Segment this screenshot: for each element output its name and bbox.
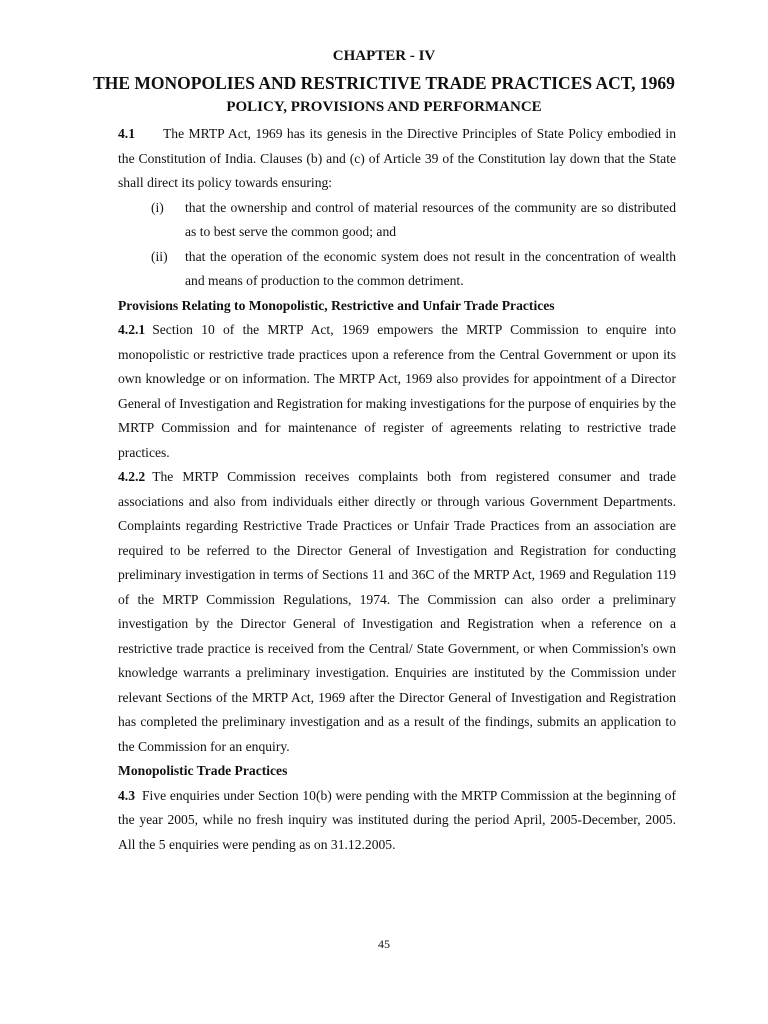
list-item — [118, 245, 676, 294]
paragraph-4-1 — [118, 122, 676, 196]
chapter-subtitle: POLICY, PROVISIONS AND PERFORMANCE — [226, 99, 542, 115]
paragraph-text: The MRTP Act, 1969 has its genesis in the Directive Principles of State Policy embodied in the Constitution of India. Clauses (b) and (c) of Article 39 of the Constitution lay down that the State shall direct its policy towards ensuring: — [118, 126, 676, 190]
section-heading: Monopolistic Trade Practices — [118, 763, 288, 778]
chapter-label: CHAPTER - IV — [332, 48, 436, 64]
paragraph-text: Five enquiries under Section 10(b) were pending with the MRTP Commission at the beginning of the year 2005, while no fresh inquiry was instituted during the period April, 2005-December, 2005. All the 5 enquiries were pending as on 31.12.2005. — [118, 787, 676, 852]
section-number: 4.2.1 — [118, 322, 146, 337]
document-body — [118, 122, 676, 857]
page-number: 45 — [378, 937, 390, 951]
paragraph-text: The MRTP Commission receives complaints both from registered consumer and trade associations and also from individuals either directly or through various Government Departments. Complaints regarding Restrictive Trade Practices or Unfair Trade Practices from an association are required to be referred to the Director General of Investigation and Registration for conducting preliminary investigation in terms of Sections 11 and 36C of the MRTP Act, 1969 and Regulation 119 of the MRTP Commission Regulations, 1974. The Commission can also order a preliminary investigation by the Director General of Investigation and Registration when a reference on a restrictive trade practice is received from the Central/ State Government, or when Commission's own knowledge warrants a preliminary investigation. Enquiries are instituted by the Commission under relevant Sections of the MRTP Act, 1969 after the Director General of Investigation and Registration has completed the preliminary investigation and as a result of the findings, submits an application to the Commission for an enquiry. — [118, 469, 676, 754]
list-marker: (ii) — [151, 248, 168, 264]
section-number: 4.1 — [118, 126, 135, 141]
paragraph-4-2-2 — [118, 465, 676, 759]
paragraph-text: Section 10 of the MRTP Act, 1969 empowers the MRTP Commission to enquire into monopolistic or restrictive trade practices upon a reference from the Central Government or upon its own knowledge or on information. The MRTP Act, 1969 also provides for appointment of a Director General of Investigation and Registration for making investigations for the purpose of enquiries by the MRTP Commission and for maintenance of register of agreements relating to restrictive trade practices. — [118, 322, 676, 460]
list-item — [118, 196, 676, 245]
paragraph-4-2-1 — [118, 318, 676, 465]
section-number: 4.2.2 — [118, 469, 146, 484]
list-marker: (i) — [151, 199, 164, 215]
list-item-text: that the operation of the economic system does not result in the concentration of wealth and means of production to the common detriment. — [185, 248, 676, 288]
list-item-text: that the ownership and control of material resources of the community are so distributed as to best serve the common good; and — [185, 199, 676, 239]
chapter-title: THE MONOPOLIES AND RESTRICTIVE TRADE PRACTICES ACT, 1969 — [93, 73, 675, 93]
paragraph-4-3 — [118, 784, 676, 858]
section-heading: Provisions Relating to Monopolistic, Restrictive and Unfair Trade Practices — [118, 297, 555, 313]
section-number: 4.3 — [118, 787, 135, 803]
